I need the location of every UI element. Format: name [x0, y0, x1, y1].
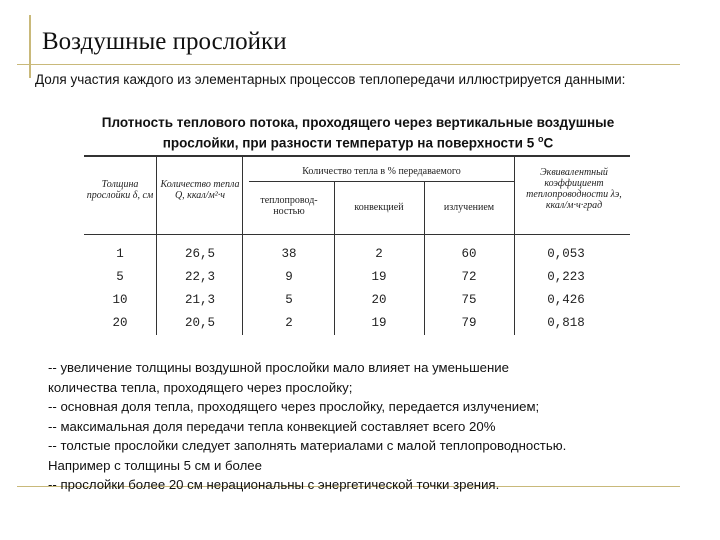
data-table [84, 155, 630, 335]
heading-line-1: Плотность теплового потока, проходящего через вертикальные воздушные [101, 115, 615, 130]
cell-radiation: 60 [461, 247, 477, 261]
cell-heat: 20,5 [184, 316, 215, 330]
note-line: -- прослойки более 20 см нерациональны с энергетической точки зрения. [48, 477, 500, 492]
conclusions-list [48, 358, 698, 495]
header-thickness: Толщина прослойки δ, см [86, 179, 154, 201]
col-divider-5 [514, 157, 515, 335]
slide-title: Воздушные прослойки [42, 28, 287, 55]
cell-heat: 22,3 [184, 270, 215, 284]
column-radiation [424, 243, 514, 335]
heading-degree: o [538, 134, 544, 144]
header-conduction: теплопровод-ностью [260, 195, 318, 217]
cell-equivalent: 0,426 [547, 293, 585, 307]
cell-convection: 20 [371, 293, 387, 307]
cell-equivalent: 0,818 [547, 316, 585, 330]
cell-heat: 21,3 [184, 293, 215, 307]
cell-convection: 2 [375, 247, 383, 261]
col-divider-1 [156, 157, 157, 335]
note-line: -- толстые прослойки следует заполнять материалами с малой теплопроводностью. [48, 438, 567, 453]
accent-top-line [17, 64, 680, 65]
col-divider-2 [242, 157, 243, 335]
cell-convection: 19 [371, 270, 387, 284]
header-heat: Количество тепла Q, ккал/м²·ч [160, 179, 240, 201]
header-convection: конвекцией [354, 202, 404, 213]
header-radiation: излучением [443, 202, 495, 213]
cell-conduction: 9 [285, 270, 293, 284]
note-line: -- основная доля тепла, проходящего через прослойку, передается излучением; [48, 399, 540, 414]
note-line: Например с толщины 5 см и более [48, 457, 262, 473]
column-equivalent [516, 243, 616, 335]
cell-thickness: 10 [112, 293, 128, 307]
table-header-rule [84, 234, 630, 235]
cell-radiation: 72 [461, 270, 477, 284]
group-header-rule [249, 181, 514, 182]
cell-conduction: 2 [285, 316, 293, 330]
column-convection [334, 243, 424, 335]
column-thickness [84, 243, 156, 335]
heading-unit: С [543, 135, 554, 151]
cell-heat: 26,5 [184, 247, 215, 261]
cell-equivalent: 0,223 [547, 270, 585, 284]
column-conduction [244, 243, 334, 335]
cell-thickness: 1 [116, 247, 124, 261]
cell-convection: 19 [371, 316, 387, 330]
table-top-rule [84, 155, 630, 157]
cell-radiation: 79 [461, 316, 477, 330]
cell-conduction: 5 [285, 293, 293, 307]
cell-thickness: 5 [116, 270, 124, 284]
cell-equivalent: 0,053 [547, 247, 585, 261]
header-group: Количество тепла в % передаваемого [302, 166, 461, 177]
table-heading [38, 114, 678, 152]
cell-radiation: 75 [461, 293, 477, 307]
note-line: -- увеличение толщины воздушной прослойки мало влияет на уменьшение [48, 360, 509, 375]
note-line: количества тепла, проходящего через прослойку; [48, 379, 353, 395]
accent-vertical-line [29, 15, 31, 78]
header-equivalent: Эквивалентный коэффициент теплопроводности λэ, ккал/м·ч·град [526, 167, 622, 211]
heading-line-2: прослойки, при разности температур на поверхности 5 [162, 135, 535, 151]
column-heat [158, 243, 242, 335]
cell-conduction: 38 [281, 247, 297, 261]
note-line: -- максимальная доля передачи тепла конвекцией составляет всего 20% [48, 418, 496, 434]
intro-text: Доля участия каждого из элементарных процессов теплопередачи иллюстрируется данными: [35, 72, 626, 87]
cell-thickness: 20 [112, 316, 128, 330]
